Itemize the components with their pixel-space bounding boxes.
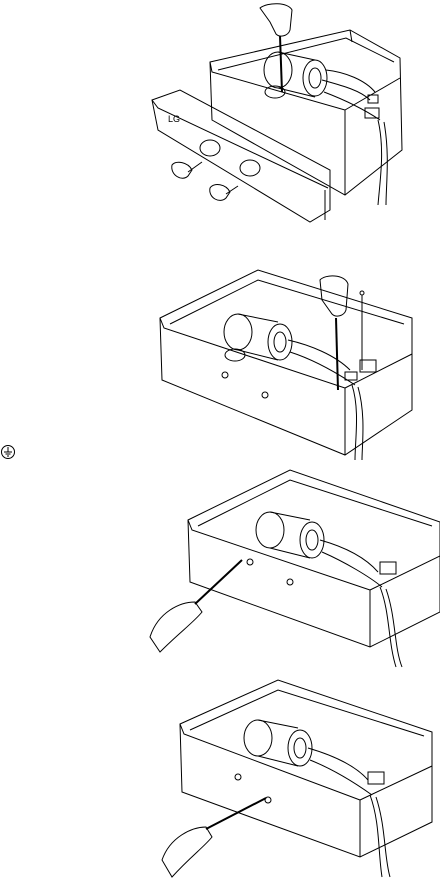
step-1-illustration — [140, 0, 440, 235]
logo-text: LG — [168, 114, 181, 124]
step-3-illustration — [140, 462, 440, 677]
step-2-illustration — [150, 260, 440, 470]
protective-earth-icon — [0, 443, 16, 461]
step-4-illustration — [160, 672, 440, 887]
